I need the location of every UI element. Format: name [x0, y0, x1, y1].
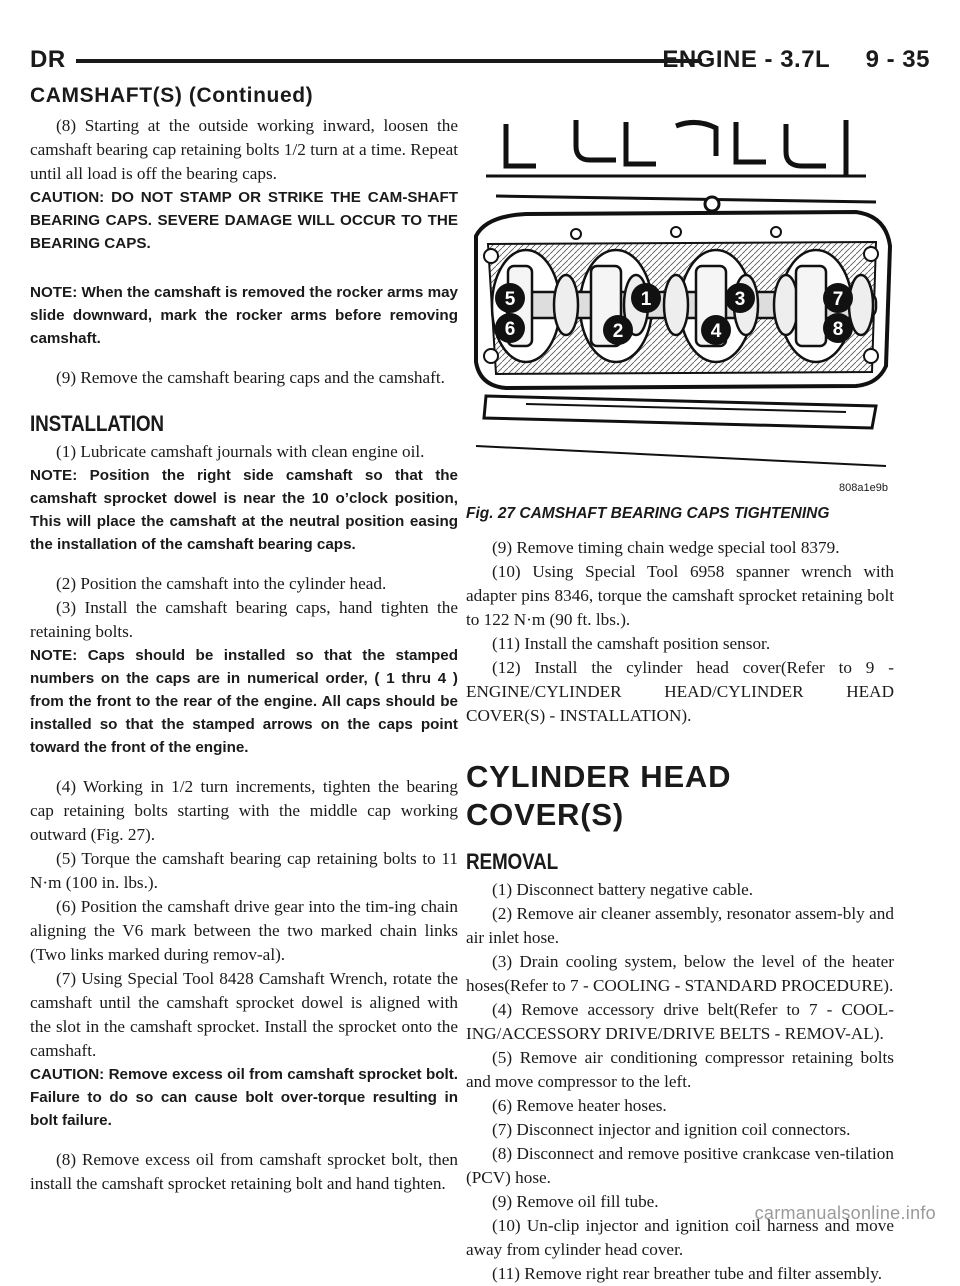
caution-bearing-caps: CAUTION: DO NOT STAMP OR STRIKE THE CAM-SHAFT BEARING CAPS. SEVERE DAMAGE WILL OCCUR TO THE BEARING CAPS.: [30, 189, 458, 252]
callout-6: [495, 313, 525, 343]
removal-step-4: (4) Remove accessory drive belt(Refer to 7 - COOL-ING/ACCESSORY DRIVE/DRIVE BELTS - REMOV-AL).: [466, 1000, 894, 1043]
note-rocker-arms: NOTE: When the camshaft is removed the rocker arms may slide downward, mark the rocker arms before removing camshaft.: [30, 284, 458, 347]
site-watermark: carmanualsonline.info: [754, 1203, 936, 1223]
note-cap-order: NOTE: Caps should be installed so that the stamped numbers on the caps are in numerical order, ( 1 thru 4 ) from the front to the rear of the engine. All caps should be installed so that the stamped arrows on the caps point toward the front of the engine.: [30, 647, 458, 756]
svg-text:5: 5: [504, 289, 516, 310]
left-column: [30, 114, 458, 1196]
install-step-3: (3) Install the camshaft bearing caps, hand tighten the retaining bolts.: [30, 598, 458, 641]
svg-text:7: 7: [832, 289, 844, 310]
removal-step-11: (11) Remove right rear breather tube and filter assembly.: [492, 1264, 883, 1283]
figure-caption: Fig. 27 CAMSHAFT BEARING CAPS TIGHTENING: [466, 505, 830, 522]
caution-excess-oil: CAUTION: Remove excess oil from camshaft sprocket bolt. Failure to do so can cause bolt over-torque resulting in bolt failure.: [30, 1066, 458, 1129]
right-column: [466, 536, 894, 1286]
callout-5: [495, 283, 525, 313]
removal-step-3: (3) Drain cooling system, below the level of the heater hoses(Refer to 7 - COOLING - STANDARD PROCEDURE).: [466, 952, 894, 995]
removal-step-8: (8) Disconnect and remove positive crankcase ven-tilation (PCV) hose.: [466, 1144, 894, 1187]
install-step-8: (8) Remove excess oil from camshaft sprocket bolt, then install the camshaft sprocket retaining bolt and hand tighten.: [30, 1150, 458, 1193]
install-step-1: (1) Lubricate camshaft journals with clean engine oil.: [56, 442, 425, 461]
svg-text:1: 1: [640, 289, 652, 310]
camshaft-figure: [466, 116, 896, 496]
removal-step-5: (5) Remove air conditioning compressor retaining bolts and move compressor to the left.: [466, 1048, 894, 1091]
header-section-page: ENGINE - 3.7L 9 - 35: [662, 46, 930, 73]
svg-text:4: 4: [710, 321, 722, 342]
removal-step-7: (7) Disconnect injector and ignition coil connectors.: [492, 1120, 851, 1139]
callout-8: [823, 313, 853, 343]
removal-step-9: (9) Remove oil fill tube.: [492, 1192, 659, 1211]
svg-text:8: 8: [832, 319, 844, 340]
svg-text:2: 2: [612, 321, 624, 342]
removal-heading: REMOVAL: [466, 849, 558, 874]
removal-step-1: (1) Disconnect battery negative cable.: [492, 880, 754, 899]
figure-id-code: 808a1e9b: [839, 482, 888, 494]
page-header: [30, 46, 930, 78]
callout-4: [701, 315, 731, 345]
note-sprocket-dowel: NOTE: Position the right side camshaft so that the camshaft sprocket dowel is near the 10 o’clock position, This will place the camshaft at the neutral position easing the installation of the camshaft bearing caps.: [30, 467, 458, 553]
header-model-code: DR: [30, 46, 66, 73]
step-8-loosen: (8) Starting at the outside working inward, loosen the camshaft bearing cap retaining bolts 1/2 turn at a time. Repeat until all load is off the bearing caps.: [30, 116, 458, 183]
header-rule: [76, 59, 702, 63]
removal-step-2: (2) Remove air cleaner assembly, resonator assem-bly and air inlet hose.: [466, 904, 894, 947]
removal-step-6: (6) Remove heater hoses.: [492, 1096, 667, 1115]
step-9-remove-caps: (9) Remove the camshaft bearing caps and the camshaft.: [56, 368, 445, 387]
removal-step-10: (10) Un-clip injector and ignition coil harness and move away from cylinder head cover.: [466, 1216, 894, 1259]
install-step-7: (7) Using Special Tool 8428 Camshaft Wrench, rotate the camshaft until the camshaft sprocket dowel is aligned with the slot in the camshaft sprocket. Install the sprocket onto the camshaft.: [30, 969, 458, 1060]
install-step-2: (2) Position the camshaft into the cylinder head.: [56, 574, 387, 593]
install-step-6: (6) Position the camshaft drive gear into the tim-ing chain aligning the V6 mark between the two marked chain links (Two links marked during remov-al).: [30, 897, 458, 964]
camshaft-illustration: [466, 116, 896, 496]
cylinder-head-cover-heading: CYLINDER HEAD COVER(S): [466, 759, 732, 832]
install-step-4: (4) Working in 1/2 turn increments, tighten the bearing cap retaining bolts starting with the middle cap working outward (Fig. 27).: [30, 777, 458, 844]
continued-heading: CAMSHAFT(S) (Continued): [30, 84, 314, 107]
install-step-11: (11) Install the camshaft position sensor.: [492, 634, 771, 653]
install-step-5: (5) Torque the camshaft bearing cap retaining bolts to 11 N·m (100 in. lbs.).: [30, 849, 458, 892]
svg-text:6: 6: [504, 319, 516, 340]
svg-text:3: 3: [734, 289, 746, 310]
install-step-12: (12) Install the cylinder head cover(Refer to 9 - ENGINE/CYLINDER HEAD/CYLINDER HEAD COVER(S) - INSTALLATION).: [466, 658, 894, 725]
callout-2: [603, 315, 633, 345]
callout-3: [725, 283, 755, 313]
callout-1: [631, 283, 661, 313]
installation-heading: INSTALLATION: [30, 411, 164, 436]
callout-7: [823, 283, 853, 313]
install-step-9: (9) Remove timing chain wedge special tool 8379.: [492, 538, 840, 557]
install-step-10: (10) Using Special Tool 6958 spanner wrench with adapter pins 8346, torque the camshaft sprocket retaining bolt to 122 N·m (90 ft. lbs.).: [466, 562, 894, 629]
